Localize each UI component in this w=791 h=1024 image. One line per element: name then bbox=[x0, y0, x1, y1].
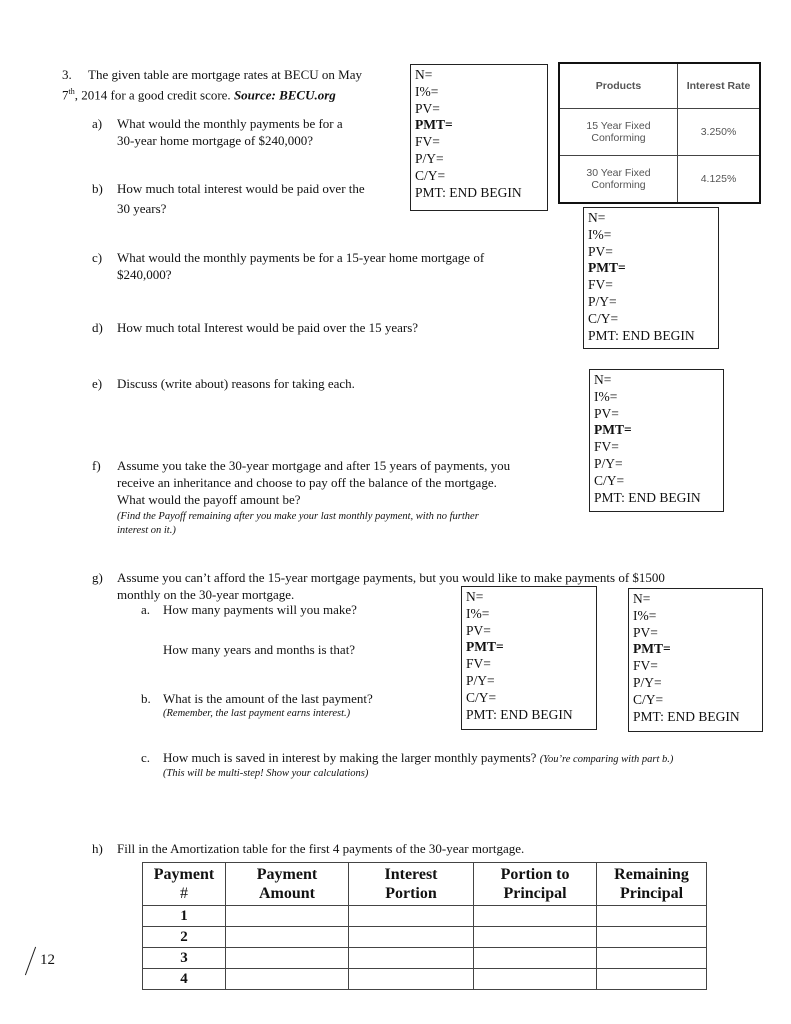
table-row bbox=[559, 156, 760, 204]
tvm-n: N= bbox=[415, 67, 433, 82]
question-g-label: g) bbox=[92, 570, 103, 585]
tvm-mode: PMT: END BEGIN bbox=[466, 706, 573, 722]
question-a-line2: 30-year home mortgage of $240,000? bbox=[117, 133, 314, 148]
question-number: 3. bbox=[62, 67, 72, 82]
question-g-b-note: (Remember, the last payment earns interest.) bbox=[163, 708, 351, 719]
tvm-py: P/Y= bbox=[466, 672, 495, 688]
tvm-i: I%= bbox=[633, 607, 657, 623]
question-f bbox=[117, 457, 577, 538]
tvm-pv: PV= bbox=[588, 243, 613, 259]
amort-cell[interactable] bbox=[226, 927, 349, 948]
tvm-pv: PV= bbox=[633, 624, 658, 640]
table-row bbox=[559, 109, 760, 156]
amortization-table bbox=[142, 862, 707, 990]
amort-cell[interactable] bbox=[597, 906, 707, 927]
rates-product: 30 Year Fixed Conforming bbox=[559, 156, 678, 204]
question-g-a-2: How many years and months is that? bbox=[163, 642, 356, 657]
amort-payment-number: 2 bbox=[143, 927, 226, 948]
amort-cell[interactable] bbox=[597, 969, 707, 990]
question-g-a: How many payments will you make? bbox=[163, 602, 357, 617]
tvm-py: P/Y= bbox=[415, 150, 444, 166]
question-g-c-note2: (This will be multi-step! Show your calculations) bbox=[163, 768, 369, 779]
intro-line-1: The given table are mortgage rates at BECU on May bbox=[88, 67, 362, 82]
tvm-n: N= bbox=[594, 372, 612, 387]
rates-header-products: Products bbox=[559, 63, 678, 109]
question-b bbox=[117, 180, 407, 217]
question-g-c-note1: (You’re comparing with part b.) bbox=[539, 754, 674, 765]
question-g-b bbox=[163, 690, 443, 721]
question-g-c-label: c. bbox=[141, 750, 151, 765]
tvm-n: N= bbox=[588, 210, 606, 225]
tvm-py: P/Y= bbox=[633, 674, 662, 690]
tvm-n: N= bbox=[633, 591, 651, 606]
question-g-line2: monthly on the 30-year mortgage. bbox=[117, 587, 295, 602]
question-g-line1: Assume you can’t afford the 15-year mortgage payments, but you would like to make payments of $1500 bbox=[117, 570, 665, 585]
amort-header-payment-amount: Payment Amount bbox=[226, 863, 349, 906]
question-a bbox=[117, 115, 407, 149]
tvm-mode: PMT: END BEGIN bbox=[415, 184, 522, 200]
intro-source: Source: BECU.org bbox=[233, 87, 336, 103]
question-g-b-label: b. bbox=[141, 691, 151, 706]
question-f-note1: (Find the Payoff remaining after you make your last monthly payment, with no further bbox=[117, 511, 479, 522]
tvm-pmt: PMT= bbox=[415, 117, 453, 133]
amort-header-payment-number: Payment # bbox=[143, 863, 226, 906]
tvm-fv: FV= bbox=[466, 656, 491, 672]
amort-cell[interactable] bbox=[226, 969, 349, 990]
tvm-pmt: PMT= bbox=[594, 422, 632, 438]
amort-payment-number: 1 bbox=[143, 906, 226, 927]
question-d: How much total Interest would be paid over the 15 years? bbox=[117, 320, 419, 335]
question-d-label: d) bbox=[92, 320, 103, 335]
tvm-box-5 bbox=[628, 588, 763, 732]
tvm-cy: C/Y= bbox=[594, 472, 625, 488]
tvm-box-1 bbox=[410, 64, 548, 211]
tvm-pmt: PMT= bbox=[466, 639, 504, 655]
tvm-i: I%= bbox=[588, 226, 612, 242]
question-g-a-label: a. bbox=[141, 602, 151, 617]
amort-cell[interactable] bbox=[349, 906, 474, 927]
amort-cell[interactable] bbox=[349, 948, 474, 969]
amort-cell[interactable] bbox=[474, 948, 597, 969]
tvm-i: I%= bbox=[415, 83, 439, 99]
amort-cell[interactable] bbox=[349, 969, 474, 990]
rates-table bbox=[558, 62, 761, 204]
table-row bbox=[143, 906, 707, 927]
table-row bbox=[143, 948, 707, 969]
amort-payment-number: 4 bbox=[143, 969, 226, 990]
tvm-fv: FV= bbox=[588, 277, 613, 293]
tvm-box-2 bbox=[583, 207, 719, 349]
question-a-label: a) bbox=[92, 116, 103, 131]
tvm-fv: FV= bbox=[633, 658, 658, 674]
intro-date-suffix: th bbox=[68, 87, 75, 96]
tvm-mode: PMT: END BEGIN bbox=[594, 489, 701, 505]
tvm-fv: FV= bbox=[415, 134, 440, 150]
tvm-n: N= bbox=[466, 589, 484, 604]
question-f-label: f) bbox=[92, 458, 101, 473]
amort-cell[interactable] bbox=[474, 969, 597, 990]
table-row bbox=[143, 927, 707, 948]
rates-product: 15 Year Fixed Conforming bbox=[559, 109, 678, 156]
tvm-py: P/Y= bbox=[594, 455, 623, 471]
amort-cell[interactable] bbox=[226, 906, 349, 927]
tvm-cy: C/Y= bbox=[588, 310, 619, 326]
question-g-c-text: How much is saved in interest by making the larger monthly payments? bbox=[163, 750, 537, 765]
question-f-line1: Assume you take the 30-year mortgage and after 15 years of payments, you bbox=[117, 458, 511, 473]
question-f-line3: What would the payoff amount be? bbox=[117, 492, 301, 507]
amort-payment-number: 3 bbox=[143, 948, 226, 969]
tvm-i: I%= bbox=[594, 388, 618, 404]
rates-rate: 3.250% bbox=[678, 109, 761, 156]
tvm-pv: PV= bbox=[594, 405, 619, 421]
tvm-mode: PMT: END BEGIN bbox=[633, 708, 740, 724]
tvm-mode: PMT: END BEGIN bbox=[588, 327, 695, 343]
tvm-pv: PV= bbox=[466, 622, 491, 638]
amort-cell[interactable] bbox=[226, 948, 349, 969]
amort-cell[interactable] bbox=[597, 927, 707, 948]
question-h-label: h) bbox=[92, 841, 103, 856]
intro-date-day: 7 bbox=[62, 87, 69, 103]
question-b-line2: 30 years? bbox=[117, 201, 167, 216]
tvm-cy: C/Y= bbox=[415, 167, 446, 183]
tvm-py: P/Y= bbox=[588, 293, 617, 309]
intro-line-2 bbox=[62, 83, 392, 103]
tvm-box-3 bbox=[589, 369, 724, 512]
score-total: 12 bbox=[40, 952, 55, 968]
score-mark bbox=[32, 952, 55, 969]
question-a-line1: What would the monthly payments be for a bbox=[117, 116, 343, 131]
question-c bbox=[117, 249, 557, 283]
tvm-pmt: PMT= bbox=[588, 260, 626, 276]
tvm-i: I%= bbox=[466, 605, 490, 621]
tvm-pv: PV= bbox=[415, 100, 440, 116]
question-e: Discuss (write about) reasons for taking each. bbox=[117, 376, 355, 391]
amortization-header-row bbox=[143, 863, 707, 906]
question-f-note2: interest on it.) bbox=[117, 525, 176, 536]
question-h: Fill in the Amortization table for the first 4 payments of the 30-year mortgage. bbox=[117, 841, 525, 856]
amort-header-portion-principal: Portion to Principal bbox=[474, 863, 597, 906]
amort-header-remaining-principal: Remaining Principal bbox=[597, 863, 707, 906]
question-c-line2: $240,000? bbox=[117, 267, 172, 282]
tvm-cy: C/Y= bbox=[466, 689, 497, 705]
question-b-line1: How much total interest would be paid over the bbox=[117, 181, 365, 196]
question-e-label: e) bbox=[92, 376, 103, 391]
tvm-pmt: PMT= bbox=[633, 641, 671, 657]
intro-date-rest: , 2014 for a good credit score. bbox=[74, 87, 231, 103]
rates-header-interest: Interest Rate bbox=[678, 63, 761, 109]
question-c-label: c) bbox=[92, 250, 103, 265]
rates-rate: 4.125% bbox=[678, 156, 761, 204]
amort-cell[interactable] bbox=[474, 927, 597, 948]
table-row bbox=[143, 969, 707, 990]
question-g-b-text: What is the amount of the last payment? bbox=[163, 691, 373, 706]
question-g-c bbox=[163, 749, 763, 781]
question-c-line1: What would the monthly payments be for a 15-year home mortgage of bbox=[117, 250, 485, 265]
tvm-fv: FV= bbox=[594, 439, 619, 455]
amort-cell[interactable] bbox=[349, 927, 474, 948]
tvm-cy: C/Y= bbox=[633, 691, 664, 707]
amort-header-interest-portion: Interest Portion bbox=[349, 863, 474, 906]
question-f-line2: receive an inheritance and choose to pay off the balance of the mortgage. bbox=[117, 475, 497, 490]
amort-cell[interactable] bbox=[474, 906, 597, 927]
tvm-box-4 bbox=[461, 586, 597, 730]
question-b-label: b) bbox=[92, 181, 103, 196]
amort-cell[interactable] bbox=[597, 948, 707, 969]
